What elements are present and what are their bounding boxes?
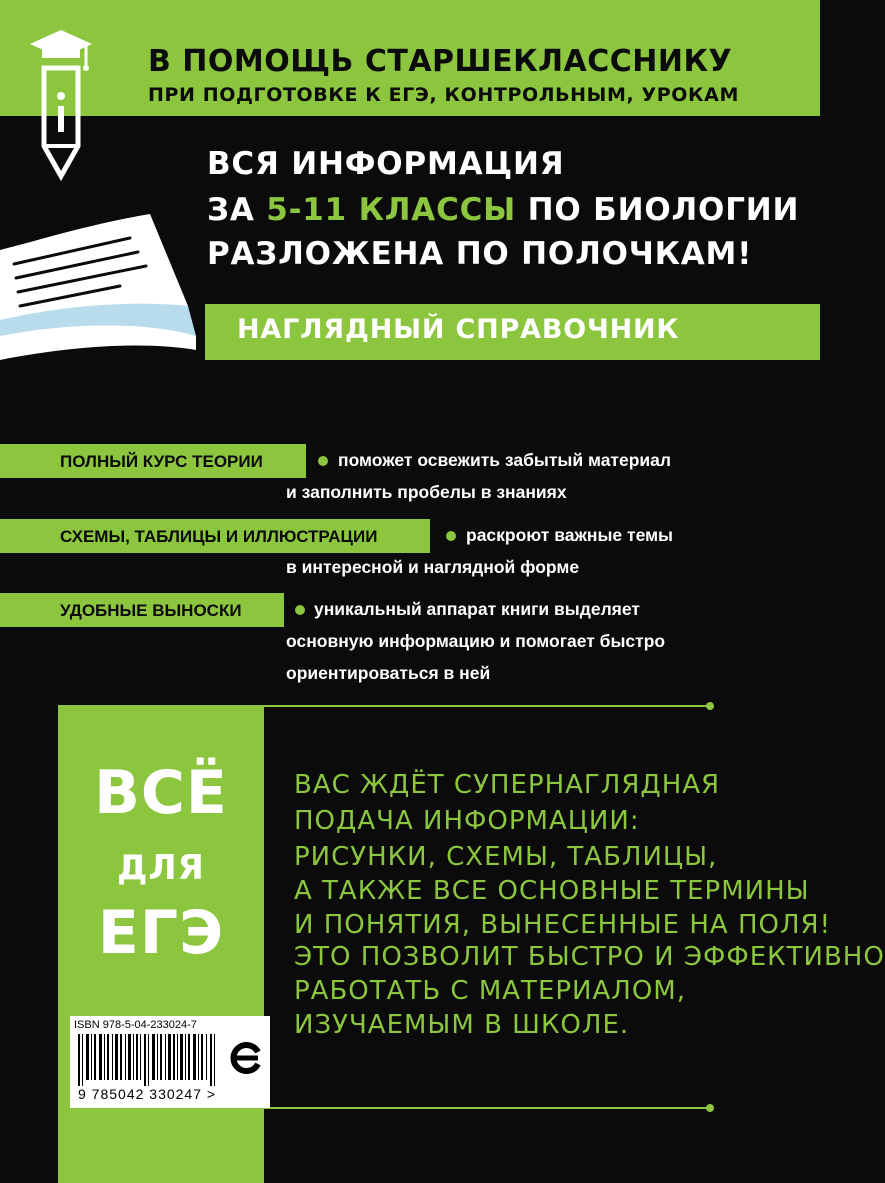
feature-label: УДОБНЫЕ ВЫНОСКИ xyxy=(60,601,242,620)
divider-dot xyxy=(706,1104,714,1112)
feature-desc: поможет освежить забытый материал xyxy=(338,450,672,470)
feature-desc: уникальный аппарат книги выделяет xyxy=(314,599,640,619)
divider-dot xyxy=(706,702,714,710)
barcode-number: 9 785042 330247 > xyxy=(78,1086,217,1102)
promo-line: РАБОТАТЬ С МАТЕРИАЛОМ, xyxy=(294,976,686,1006)
feature-label: ПОЛНЫЙ КУРС ТЕОРИИ xyxy=(60,452,263,471)
publisher-e-logo xyxy=(228,1040,264,1076)
feature-desc: в интересной и наглядной форме xyxy=(286,557,580,577)
feature-desc: основную информацию и помогает быстро xyxy=(286,631,666,651)
promo-line: ВАС ЖДЁТ СУПЕРНАГЛЯДНАЯ xyxy=(294,770,721,800)
promo-line: ЭТО ПОЗВОЛИТ БЫСТРО И ЭФФЕКТИВНО xyxy=(294,942,885,972)
header-title: В ПОМОЩЬ СТАРШЕКЛАССНИКУ xyxy=(148,44,733,79)
barcode-bars xyxy=(78,1034,218,1086)
reference-label: НАГЛЯДНЫЙ СПРАВОЧНИК xyxy=(237,314,680,345)
promo-line: РИСУНКИ, СХЕМЫ, ТАБЛИЦЫ, xyxy=(294,842,718,872)
side-word-ege: ЕГЭ xyxy=(97,898,225,968)
headline-line-3: РАЗЛОЖЕНА ПО ПОЛОЧКАМ! xyxy=(207,236,753,272)
graduation-pencil-icon xyxy=(26,26,96,186)
bullet-icon xyxy=(295,605,305,615)
bullet-icon xyxy=(318,456,328,466)
headline-grades: 5-11 КЛАССЫ xyxy=(266,192,517,228)
divider-line xyxy=(264,1107,710,1109)
open-book-icon xyxy=(0,210,200,360)
promo-line: ИЗУЧАЕМЫМ В ШКОЛЕ. xyxy=(294,1010,630,1040)
header-subtitle: ПРИ ПОДГОТОВКЕ К ЕГЭ, КОНТРОЛЬНЫМ, УРОКАМ xyxy=(148,84,739,106)
feature-label: СХЕМЫ, ТАБЛИЦЫ И ИЛЛЮСТРАЦИИ xyxy=(60,527,378,546)
headline-line-2-suffix: ПО БИОЛОГИИ xyxy=(516,192,800,228)
bullet-icon xyxy=(446,531,456,541)
promo-line: А ТАКЖЕ ВСЕ ОСНОВНЫЕ ТЕРМИНЫ xyxy=(294,876,810,906)
isbn-text: ISBN 978-5-04-233024-7 xyxy=(74,1019,197,1031)
headline-line-2 xyxy=(207,192,799,228)
promo-line: ПОДАЧА ИНФОРМАЦИИ: xyxy=(294,806,640,836)
feature-desc: и заполнить пробелы в знаниях xyxy=(286,482,567,502)
feature-desc: раскроют важные темы xyxy=(466,525,673,545)
headline-line-1: ВСЯ ИНФОРМАЦИЯ xyxy=(207,146,565,182)
side-word-all: ВСЁ xyxy=(94,758,228,828)
feature-desc: ориентироваться в ней xyxy=(286,663,491,683)
promo-line: И ПОНЯТИЯ, ВЫНЕСЕННЫЕ НА ПОЛЯ! xyxy=(294,910,831,940)
headline-line-2-prefix: ЗА xyxy=(207,192,267,228)
side-word-for: ДЛЯ xyxy=(117,848,205,888)
